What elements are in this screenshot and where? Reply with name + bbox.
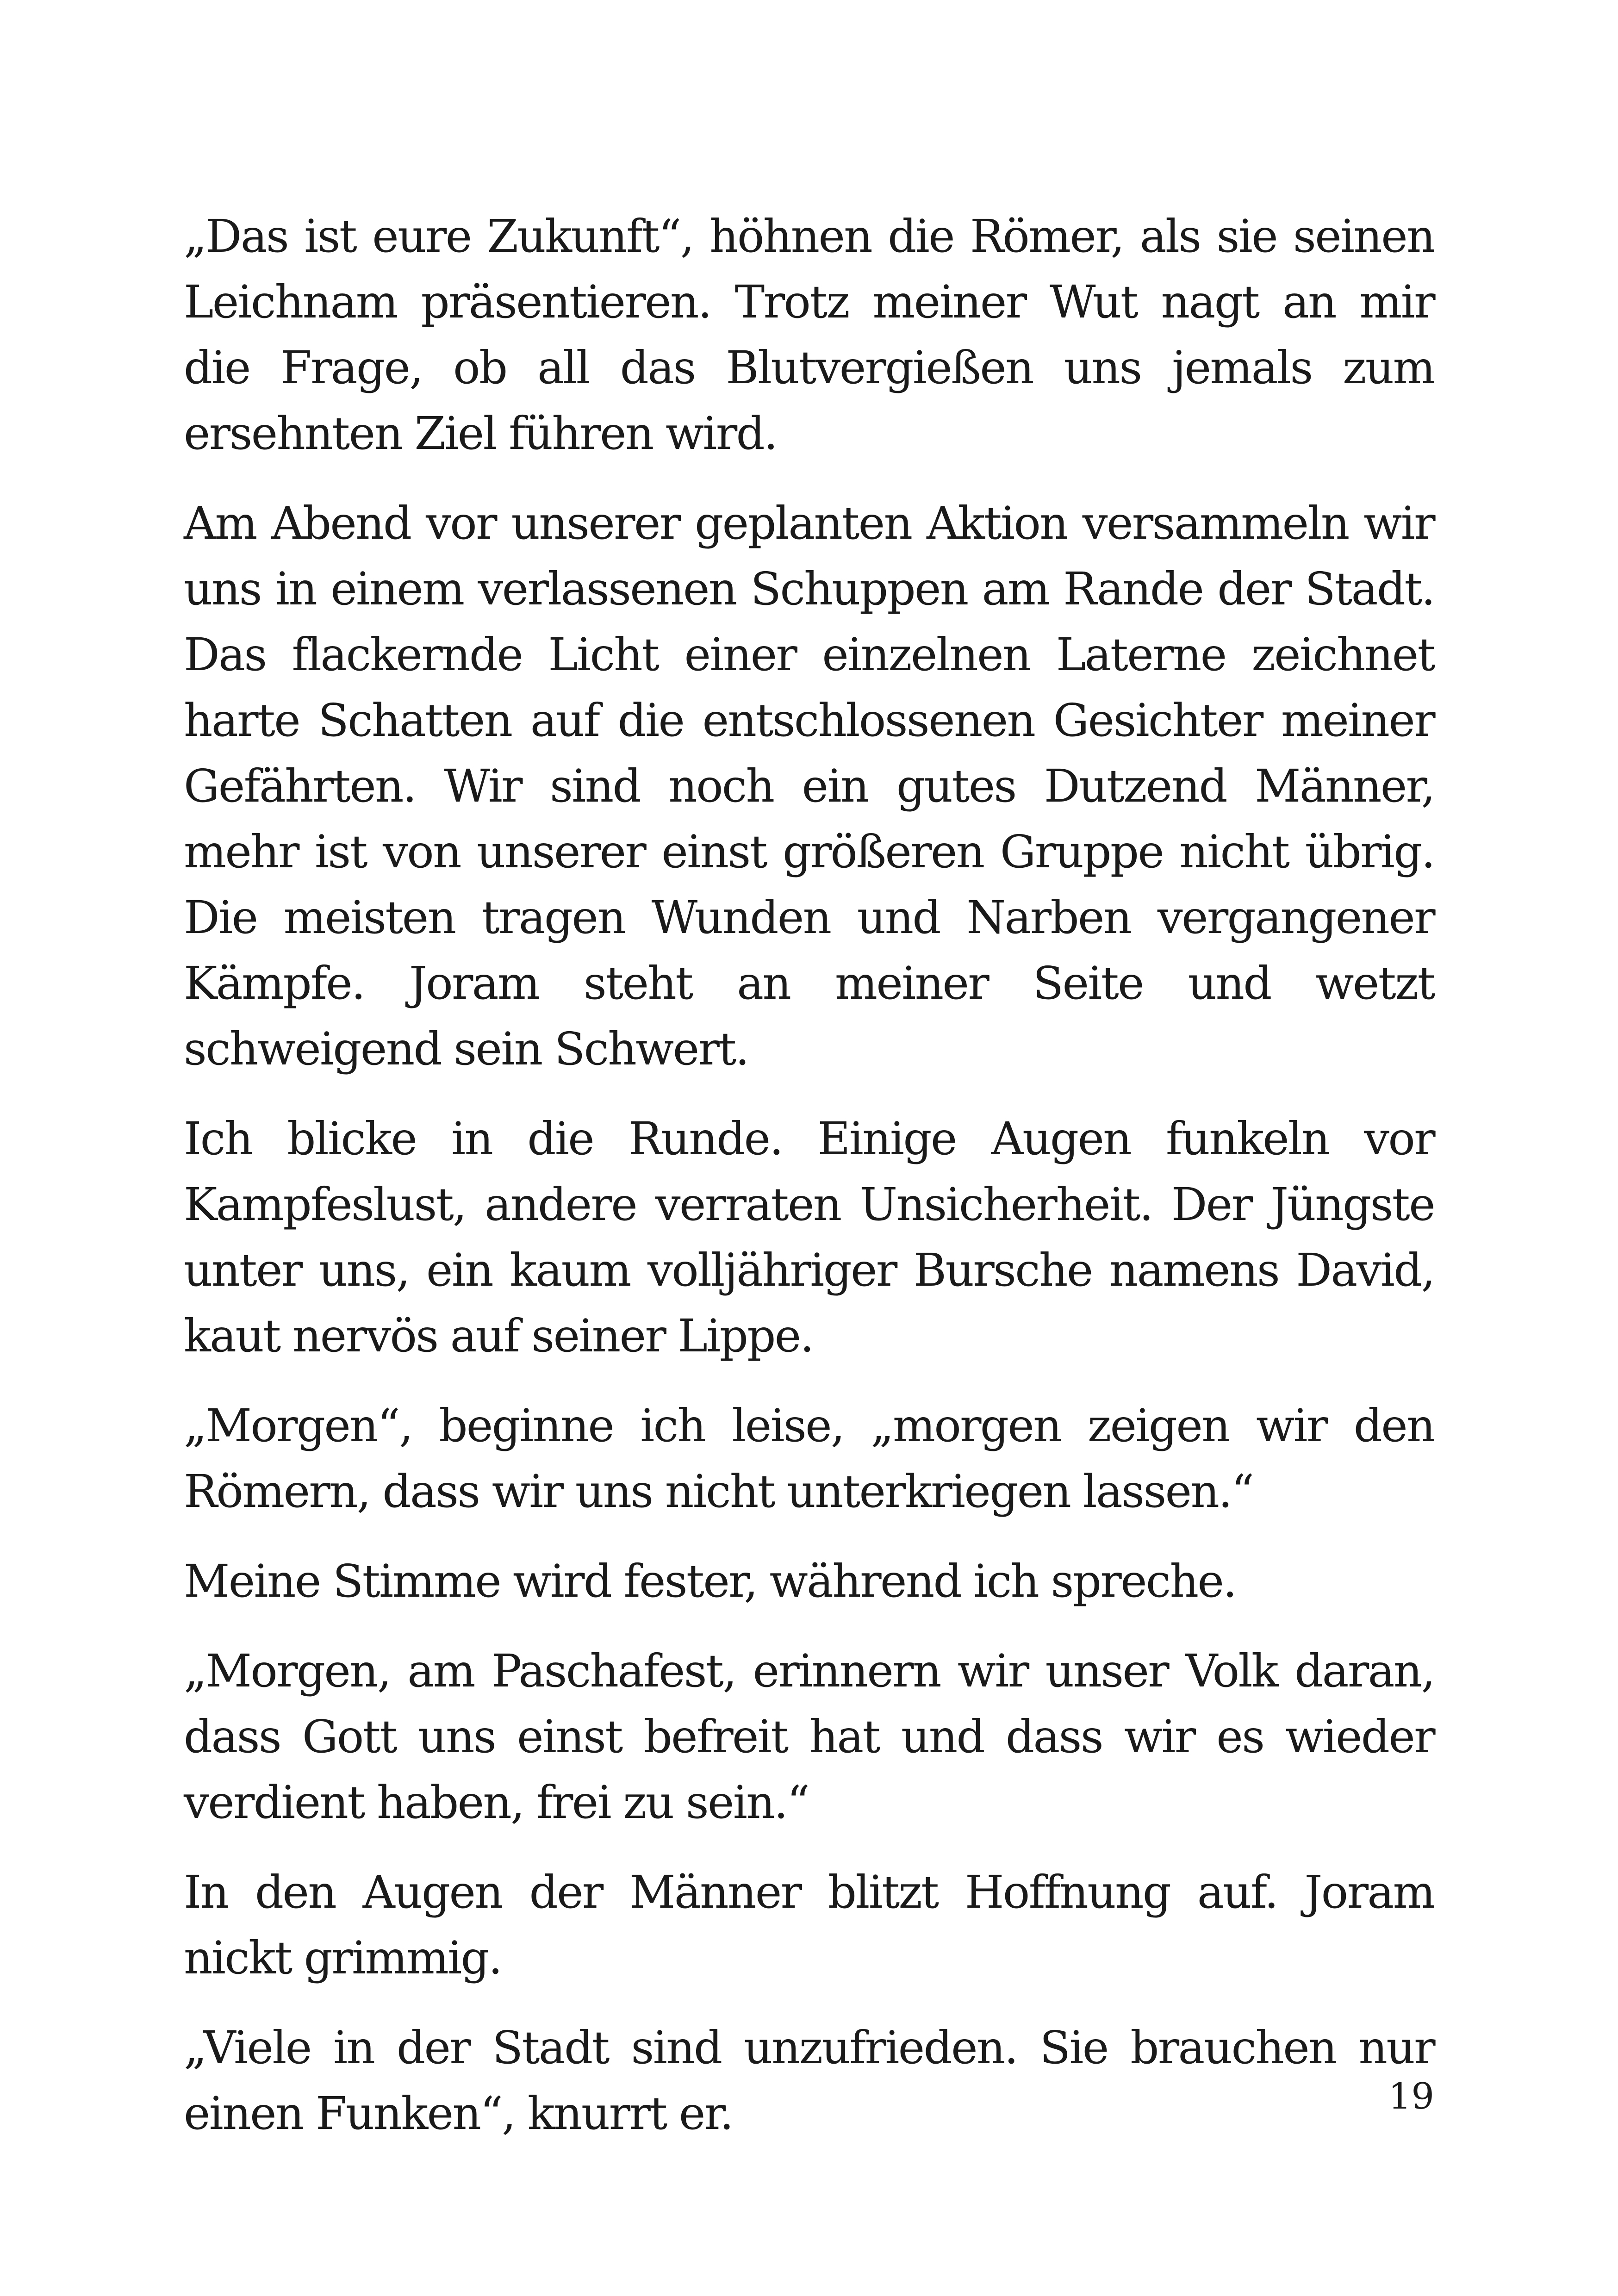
paragraph: „Viele in der Stadt sind unzufrieden. Sie brauchen nur einen Funken“, knurrt er.: [184, 2022, 1434, 2140]
paragraph: In den Augen der Männer blitzt Hoffnung auf. Joram nickt grimmig.: [184, 1866, 1434, 1984]
paragraph: Meine Stimme wird fester, während ich spreche.: [184, 1555, 1236, 1607]
body-text: [184, 204, 1434, 2147]
paragraph: Ich blicke in die Runde. Einige Augen funkeln vor Kampfeslust, andere verraten Unsicherheit. Der Jüngste unter uns, ein kaum volljähriger Bursche namens David, kaut nervös auf seiner Lippe.: [184, 1113, 1434, 1362]
paragraph: „Das ist eure Zukunft“, höhnen die Römer, als sie seinen Leichnam präsentieren. Trotz meiner Wut nagt an mir die Frage, ob all das Blutvergießen uns jemals zum ersehnten Ziel führen wird.: [184, 210, 1434, 460]
page-number: 19: [1388, 2076, 1434, 2117]
paragraph: „Morgen“, beginne ich leise, „morgen zeigen wir den Römern, dass wir uns nicht unterkriegen lassen.“: [184, 1400, 1434, 1518]
paragraph: „Morgen, am Paschafest, erinnern wir unser Volk daran, dass Gott uns einst befreit hat und dass wir es wieder verdient haben, frei zu sein.“: [184, 1645, 1434, 1829]
paragraph: Am Abend vor unserer geplanten Aktion versammeln wir uns in einem verlassenen Schuppen am Rande der Stadt. Das flackernde Licht einer einzelnen Laterne zeichnet harte Schatten auf die entschlossenen Gesichter meiner Gefährten. Wir sind noch ein gutes Dutzend Männer, mehr ist von unserer einst größeren Gruppe nicht übrig. Die meisten tragen Wunden und Narben vergangener Kämpfe. Joram steht an meiner Seite und wetzt schweigend sein Schwert.: [184, 497, 1434, 1075]
